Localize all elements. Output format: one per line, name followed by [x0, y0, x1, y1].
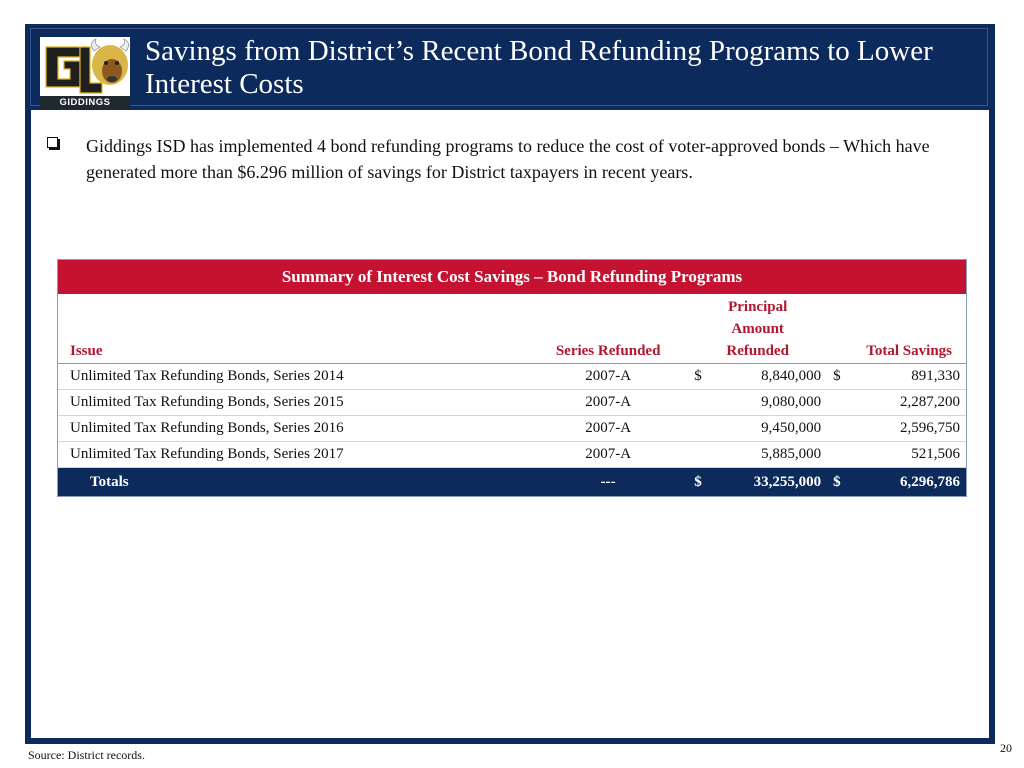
header-principal-line1: Principal [728, 299, 788, 315]
row-total-savings: 891,330 [848, 364, 966, 390]
header-series-refunded: Series Refunded [528, 294, 688, 364]
header-panel [30, 28, 988, 106]
row-total-savings: 2,287,200 [848, 390, 966, 416]
table-row [58, 364, 966, 390]
totals-savings-currency: $ [827, 468, 848, 497]
page-number: 20 [1000, 741, 1012, 755]
row-total-savings: 521,506 [848, 442, 966, 468]
header-principal-line3: Refunded [726, 343, 789, 359]
totals-label: Totals [58, 468, 528, 497]
table-row [58, 390, 966, 416]
row-principal-amount: 9,450,000 [710, 416, 828, 442]
row-principal-amount: 9,080,000 [710, 390, 828, 416]
logo-wordmark: GIDDINGS [40, 96, 130, 110]
row-series-refunded: 2007-A [528, 390, 688, 416]
row-savings-currency [827, 442, 848, 468]
row-principal-amount: 5,885,000 [710, 442, 828, 468]
totals-row [58, 468, 966, 497]
row-issue: Unlimited Tax Refunding Bonds, Series 2017 [58, 442, 528, 468]
row-principal-currency [688, 416, 709, 442]
header-issue: Issue [58, 294, 528, 364]
row-issue: Unlimited Tax Refunding Bonds, Series 2014 [58, 364, 528, 390]
totals-total-savings: 6,296,786 [848, 468, 966, 497]
table-title: Summary of Interest Cost Savings – Bond Refunding Programs [58, 260, 966, 294]
table-row [58, 416, 966, 442]
row-series-refunded: 2007-A [528, 442, 688, 468]
intro-text: Giddings ISD has implemented 4 bond refunding programs to reduce the cost of voter-approved bonds – Which have generated more than $6.296 million of savings for District taxpayers in recent years. [86, 136, 930, 182]
row-principal-amount: 8,840,000 [710, 364, 828, 390]
header-principal-line2: Amount [731, 321, 784, 337]
header-principal-amount-refunded [688, 294, 827, 364]
row-issue: Unlimited Tax Refunding Bonds, Series 2015 [58, 390, 528, 416]
row-savings-currency [827, 390, 848, 416]
row-savings-currency [827, 416, 848, 442]
row-principal-currency [688, 390, 709, 416]
row-principal-currency: $ [688, 364, 709, 390]
totals-principal-amount: 33,255,000 [710, 468, 828, 497]
page-title: Savings from District’s Recent Bond Refunding Programs to Lower Interest Costs [145, 35, 933, 100]
totals-principal-currency: $ [688, 468, 709, 497]
row-issue: Unlimited Tax Refunding Bonds, Series 2016 [58, 416, 528, 442]
savings-summary-table [57, 259, 967, 497]
row-savings-currency: $ [827, 364, 848, 390]
row-series-refunded: 2007-A [528, 364, 688, 390]
savings-table [58, 294, 966, 496]
table-row [58, 442, 966, 468]
source-note: Source: District records. [28, 748, 145, 762]
totals-series-refunded: --- [528, 468, 688, 497]
buffalo-mascot-icon [40, 37, 130, 96]
table-header-row [58, 294, 966, 364]
checkbox-bullet-icon [47, 137, 58, 148]
header-total-savings: Total Savings [827, 294, 966, 364]
row-principal-currency [688, 442, 709, 468]
row-total-savings: 2,596,750 [848, 416, 966, 442]
district-logo [40, 37, 130, 110]
row-series-refunded: 2007-A [528, 416, 688, 442]
